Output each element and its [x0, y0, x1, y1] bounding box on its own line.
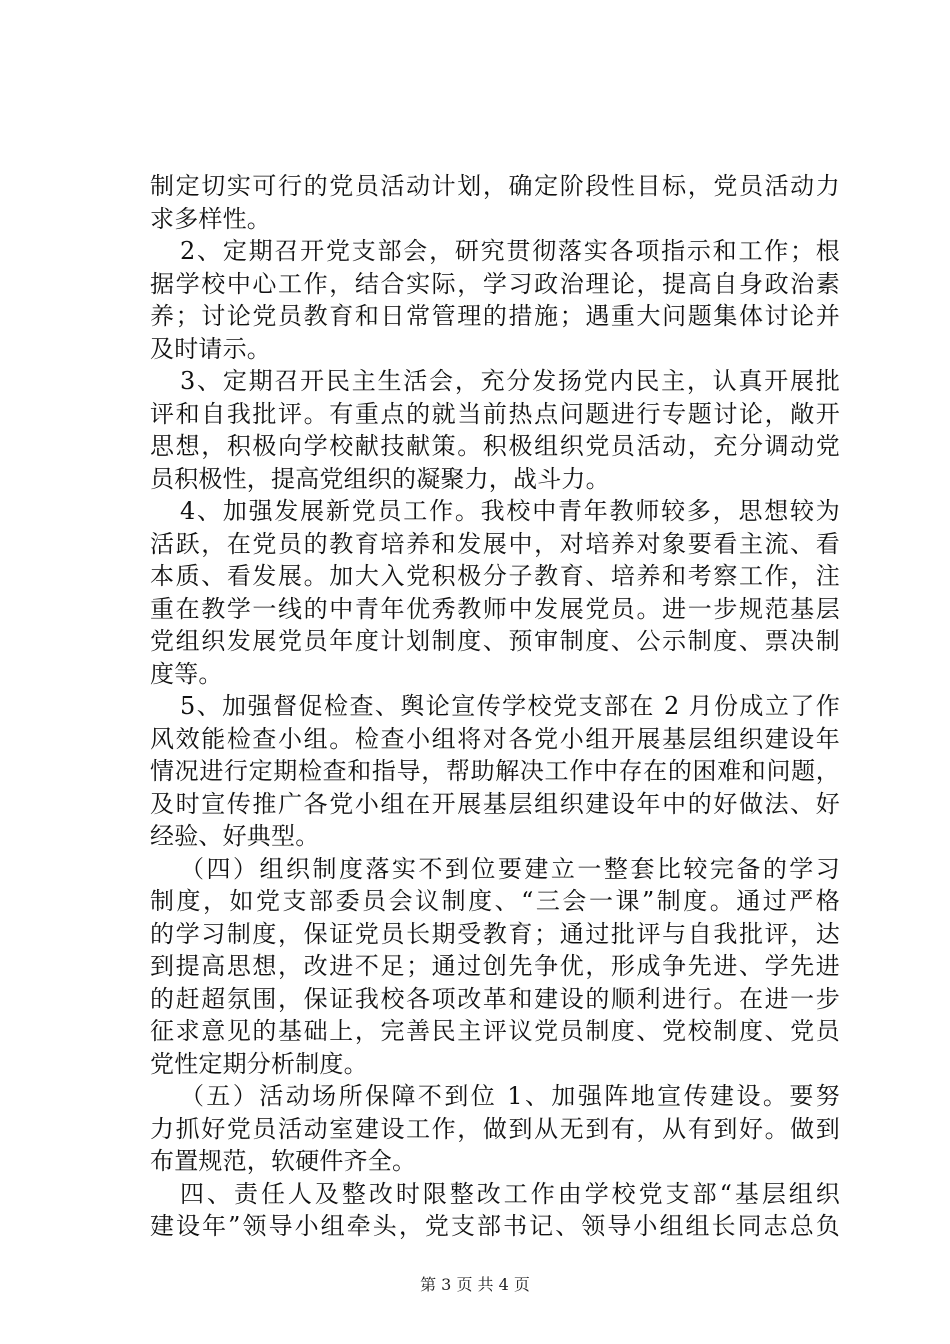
text-line: 制度，如党支部委员会议制度、“三会一课”制度。通过严格 [150, 887, 840, 915]
text-line: 养；讨论党员教育和日常管理的措施；遇重大问题集体讨论并 [150, 302, 840, 330]
text-line: 党组织发展党员年度计划制度、预审制度、公示制度、票决制 [150, 627, 840, 655]
text-line: 情况进行定期检查和指导，帮助解决工作中存在的困难和问题， [150, 757, 840, 785]
text-line: 思想，积极向学校献技献策。积极组织党员活动，充分调动党 [150, 432, 840, 460]
text-line: 到提高思想，改进不足；通过创先争优，形成争先进、学先进 [150, 952, 840, 980]
text-line: 经验、好典型。 [150, 822, 320, 850]
text-line: 评和自我批评。有重点的就当前热点问题进行专题讨论，敞开 [150, 399, 840, 428]
text-line: （四）组织制度落实不到位要建立一整套比较完备的学习 [180, 854, 840, 883]
text-line: 力抓好党员活动室建设工作，做到从无到有，从有到好。做到 [150, 1114, 840, 1143]
text-line: 及时宣传推广各党小组在开展基层组织建设年中的好做法、好 [150, 789, 840, 818]
text-line: 员积极性，提高党组织的凝聚力，战斗力。 [150, 464, 610, 493]
text-line: 重在教学一线的中青年优秀教师中发展党员。进一步规范基层 [150, 594, 840, 623]
page-footer: 第 3 页 共 4 页 [420, 1275, 530, 1294]
text-line: 党性定期分析制度。 [150, 1049, 368, 1078]
text-line: 据学校中心工作，结合实际，学习政治理论，提高自身政治素 [150, 269, 840, 298]
text-line: （五）活动场所保障不到位 1、加强阵地宣传建设。要努 [180, 1082, 840, 1110]
text-line: 及时请示。 [150, 334, 271, 363]
text-line: 2、定期召开党支部会，研究贯彻落实各项指示和工作；根 [180, 237, 840, 265]
text-line: 5、加强督促检查、舆论宣传学校党支部在 2 月份成立了作 [180, 692, 840, 720]
text-line: 4、加强发展新党员工作。我校中青年教师较多，思想较为 [180, 497, 840, 525]
text-line: 四、责任人及整改时限整改工作由学校党支部“基层组织 [180, 1179, 840, 1208]
text-line: 布置规范，软硬件齐全。 [150, 1147, 417, 1175]
text-line: 本质、看发展。加大入党积极分子教育、培养和考察工作，注 [150, 562, 840, 590]
text-line: 的学习制度，保证党员长期受教育；通过批评与自我批评，达 [150, 919, 840, 948]
text-line: 求多样性。 [150, 204, 271, 233]
text-line: 征求意见的基础上，完善民主评议党员制度、党校制度、党员 [150, 1017, 840, 1045]
text-line: 的赶超氛围，保证我校各项改革和建设的顺利进行。在进一步 [150, 984, 840, 1013]
text-line: 活跃，在党员的教育培养和发展中，对培养对象要看主流、看 [150, 529, 840, 558]
text-line: 3、定期召开民主生活会，充分发扬党内民主，认真开展批 [180, 367, 840, 395]
text-line: 度等。 [150, 659, 223, 688]
text-line: 制定切实可行的党员活动计划，确定阶段性目标，党员活动力 [150, 172, 840, 200]
text-line: 建设年”领导小组牵头，党支部书记、领导小组组长同志总负 [150, 1212, 840, 1240]
document-body [150, 170, 840, 1243]
text-line: 风效能检查小组。检查小组将对各党小组开展基层组织建设年 [150, 724, 840, 753]
